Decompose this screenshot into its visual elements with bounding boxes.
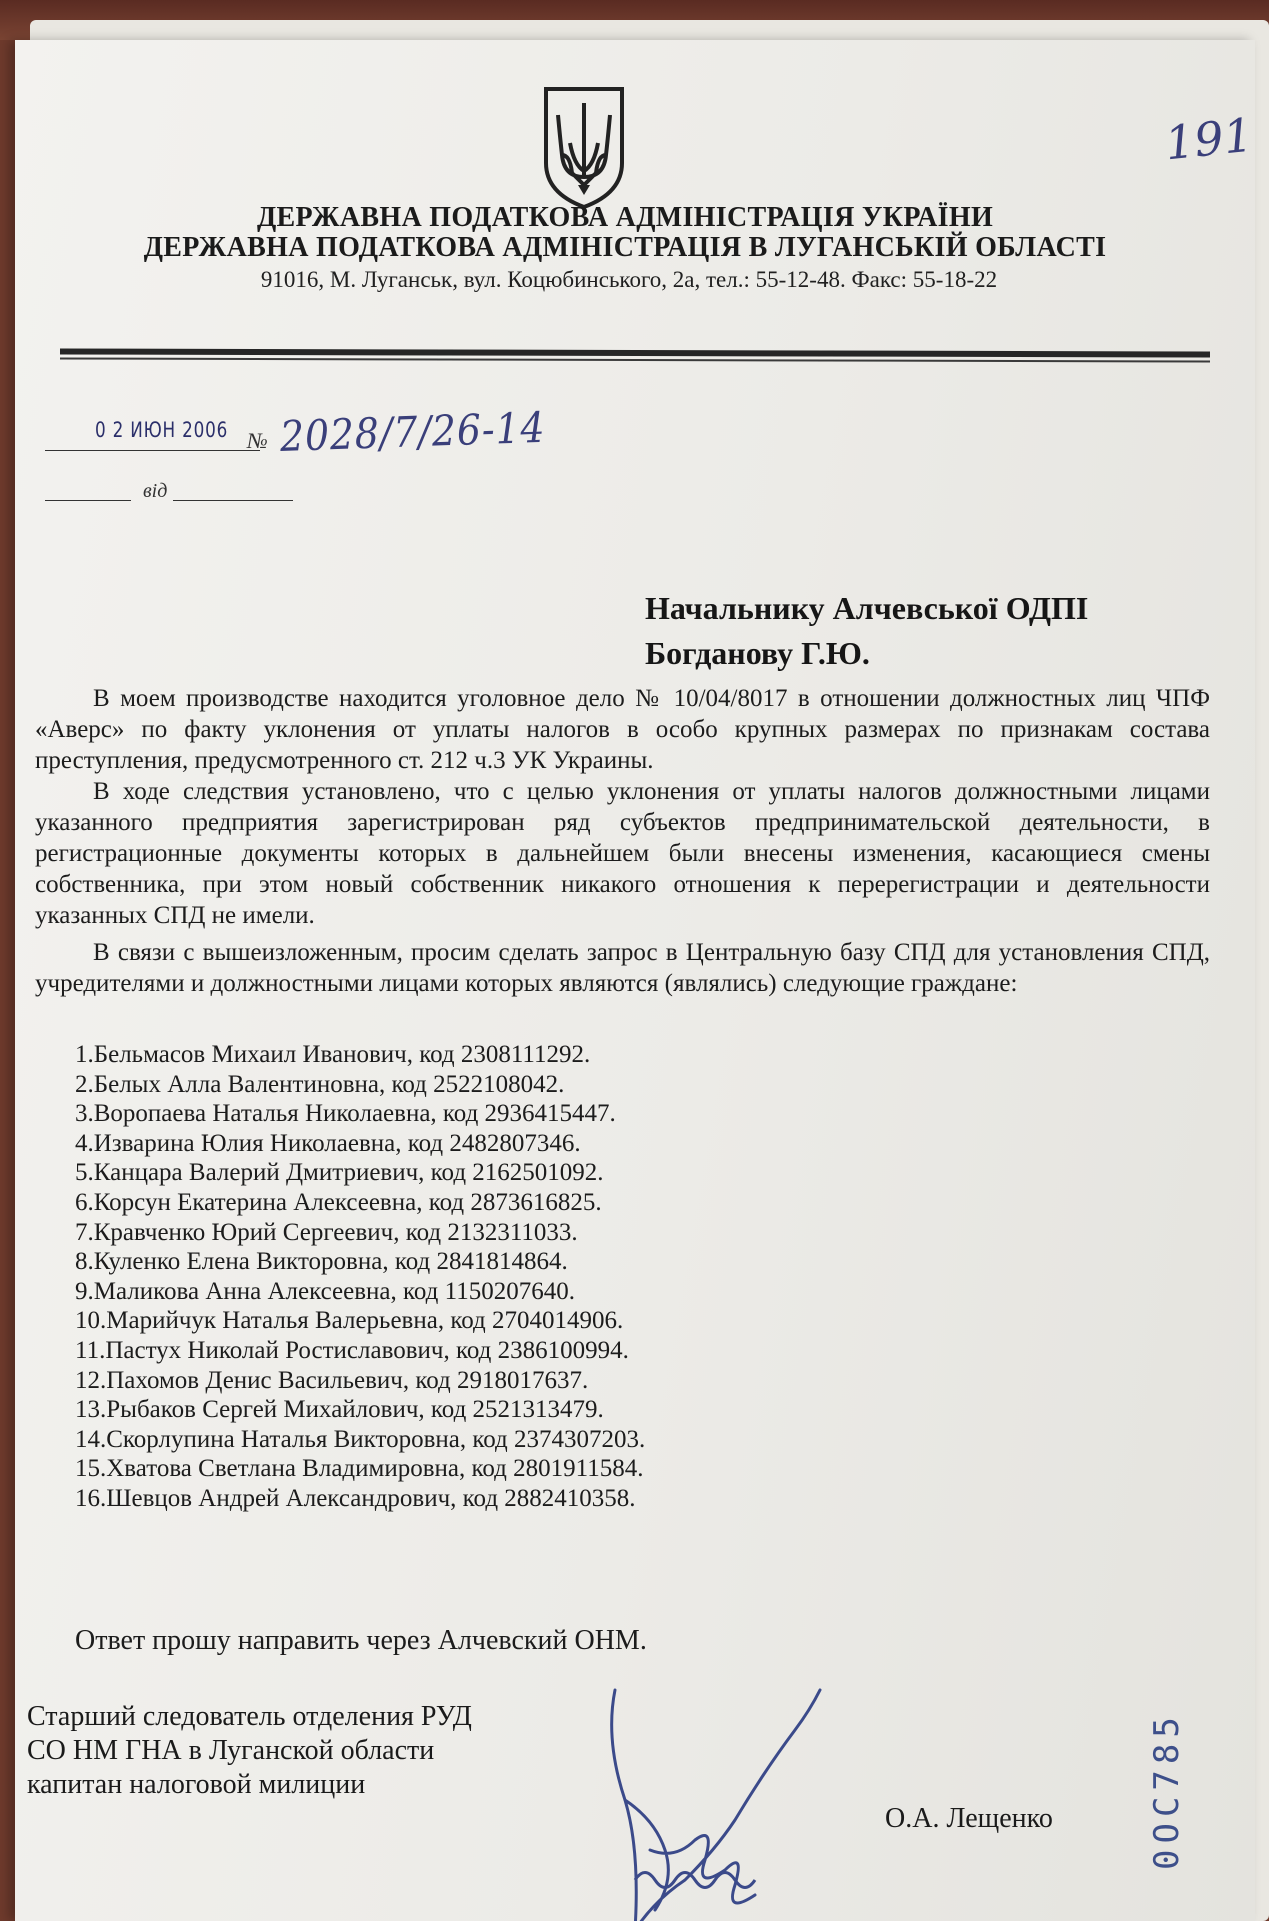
signatory-title [27,1700,472,1802]
list-item: 2.Белых Алла Валентиновна, код 2522108042. [75,1070,565,1098]
list-item: 8.Куленко Елена Викторовна, код 2841814864. [75,1248,568,1276]
persons-list [75,1040,645,1514]
header-line-1: ДЕРЖАВНА ПОДАТКОВА АДМІНІСТРАЦІЯ УКРАЇНИ [256,202,994,233]
header-line-2: ДЕРЖАВНА ПОДАТКОВА АДМІНІСТРАЦІЯ В ЛУГАНСЬКІЙ ОБЛАСТІ [143,232,1107,263]
handwritten-reg-number: 2028/7/26-14 [279,402,547,461]
signatory-title-line-3: капитан налоговой милиции [27,1769,366,1800]
paragraph-1: В моем производстве находится уголовное дело № 10/04/8017 в отношении должностных лиц ЧПФ «Аверс» по факту уклонения от уплаты налогов в особо крупных размерах по признакам состава преступления, предусмотренного ст. 212 ч.3 УК Украины. [35,685,1210,774]
trident-emblem-icon [540,85,628,210]
paragraph-2: В ходе следствия установлено, что с целью уклонения от уплаты налогов должностными лицами указанного предприятия зарегистрирован ряд субъектов предпринимательской деятельности, в регистрационные документы которых в дальнейшем были внесены изменения, касающиеся смены собственника, при этом новый собственник никакого отношения к перерегистрации и деятельности указанных СПД не имели. [35,778,1210,929]
list-item: 4.Изварина Юлия Николаевна, код 2482807346. [75,1129,581,1157]
date-line [45,450,260,451]
list-item: 15.Хватова Светлана Владимировна, код 2801911584. [75,1455,644,1483]
answer-request: Ответ прошу направить через Алчевский ОНМ. [75,1625,647,1656]
list-item: 14.Скорлупина Наталья Викторовна, код 2374307203. [75,1425,646,1453]
signatory-name: О.А. Лещенко [885,1803,1053,1834]
list-item: 12.Пахомов Денис Васильевич, код 2918017637. [75,1366,589,1394]
ref-line-right [173,500,293,501]
letter-page [15,40,1255,1921]
ref-line-left [45,500,131,501]
addressee-line-2: Богданову Г.Ю. [645,635,870,671]
list-item: 13.Рыбаков Сергей Михайлович, код 2521313479. [75,1396,604,1424]
list-item: 1.Бельмасов Михаил Иванович, код 2308111292. [75,1041,591,1068]
vertical-number-stamp: 0ОС785 [1147,1711,1187,1870]
list-item: 3.Воропаева Наталья Николаевна, код 2936415447. [75,1100,616,1128]
handwritten-signature [595,1650,825,1921]
header-address: 91016, М. Луганськ, вул. Коцюбинського, 2а, тел.: 55-12-48. Факс: 55-18-22 [260,267,998,292]
number-mark: № [247,428,268,453]
from-label: від [143,480,168,502]
header-rule-thick [60,348,1210,357]
addressee-line-1: Начальнику Алчевської ОДПІ [645,590,1089,626]
list-item: 5.Канцара Валерий Дмитриевич, код 2162501092. [75,1159,604,1187]
date-stamp: 0 2 ИЮН 2006 [95,418,229,442]
list-item: 10.Марийчук Наталья Валерьевна, код 2704014906. [75,1307,624,1335]
signatory-title-line-1: Старший следователь отделения РУД [27,1701,472,1732]
list-item: 7.Кравченко Юрий Сергеевич, код 2132311033. [75,1218,578,1246]
letter-body [35,683,1210,999]
list-item: 9.Маликова Анна Алексеевна, код 1150207640. [75,1277,575,1305]
signatory-title-line-2: СО НМ ГНА в Луганской области [27,1735,435,1766]
paragraph-3: В связи с вышеизложенным, просим сделать запрос в Центральную базу СПД для установления СПД, учредителями и должностными лицами которых являются (являлись) следующие граждане: [35,939,1210,997]
list-item: 16.Шевцов Андрей Александрович, код 2882410358. [75,1484,636,1512]
header-rule-thin [60,357,1210,362]
list-item: 11.Пастух Николай Ростиславович, код 2386100994. [75,1336,629,1364]
list-item: 6.Корсун Екатерина Алексеевна, код 2873616825. [75,1188,602,1216]
page-number: 191 [1162,107,1255,171]
